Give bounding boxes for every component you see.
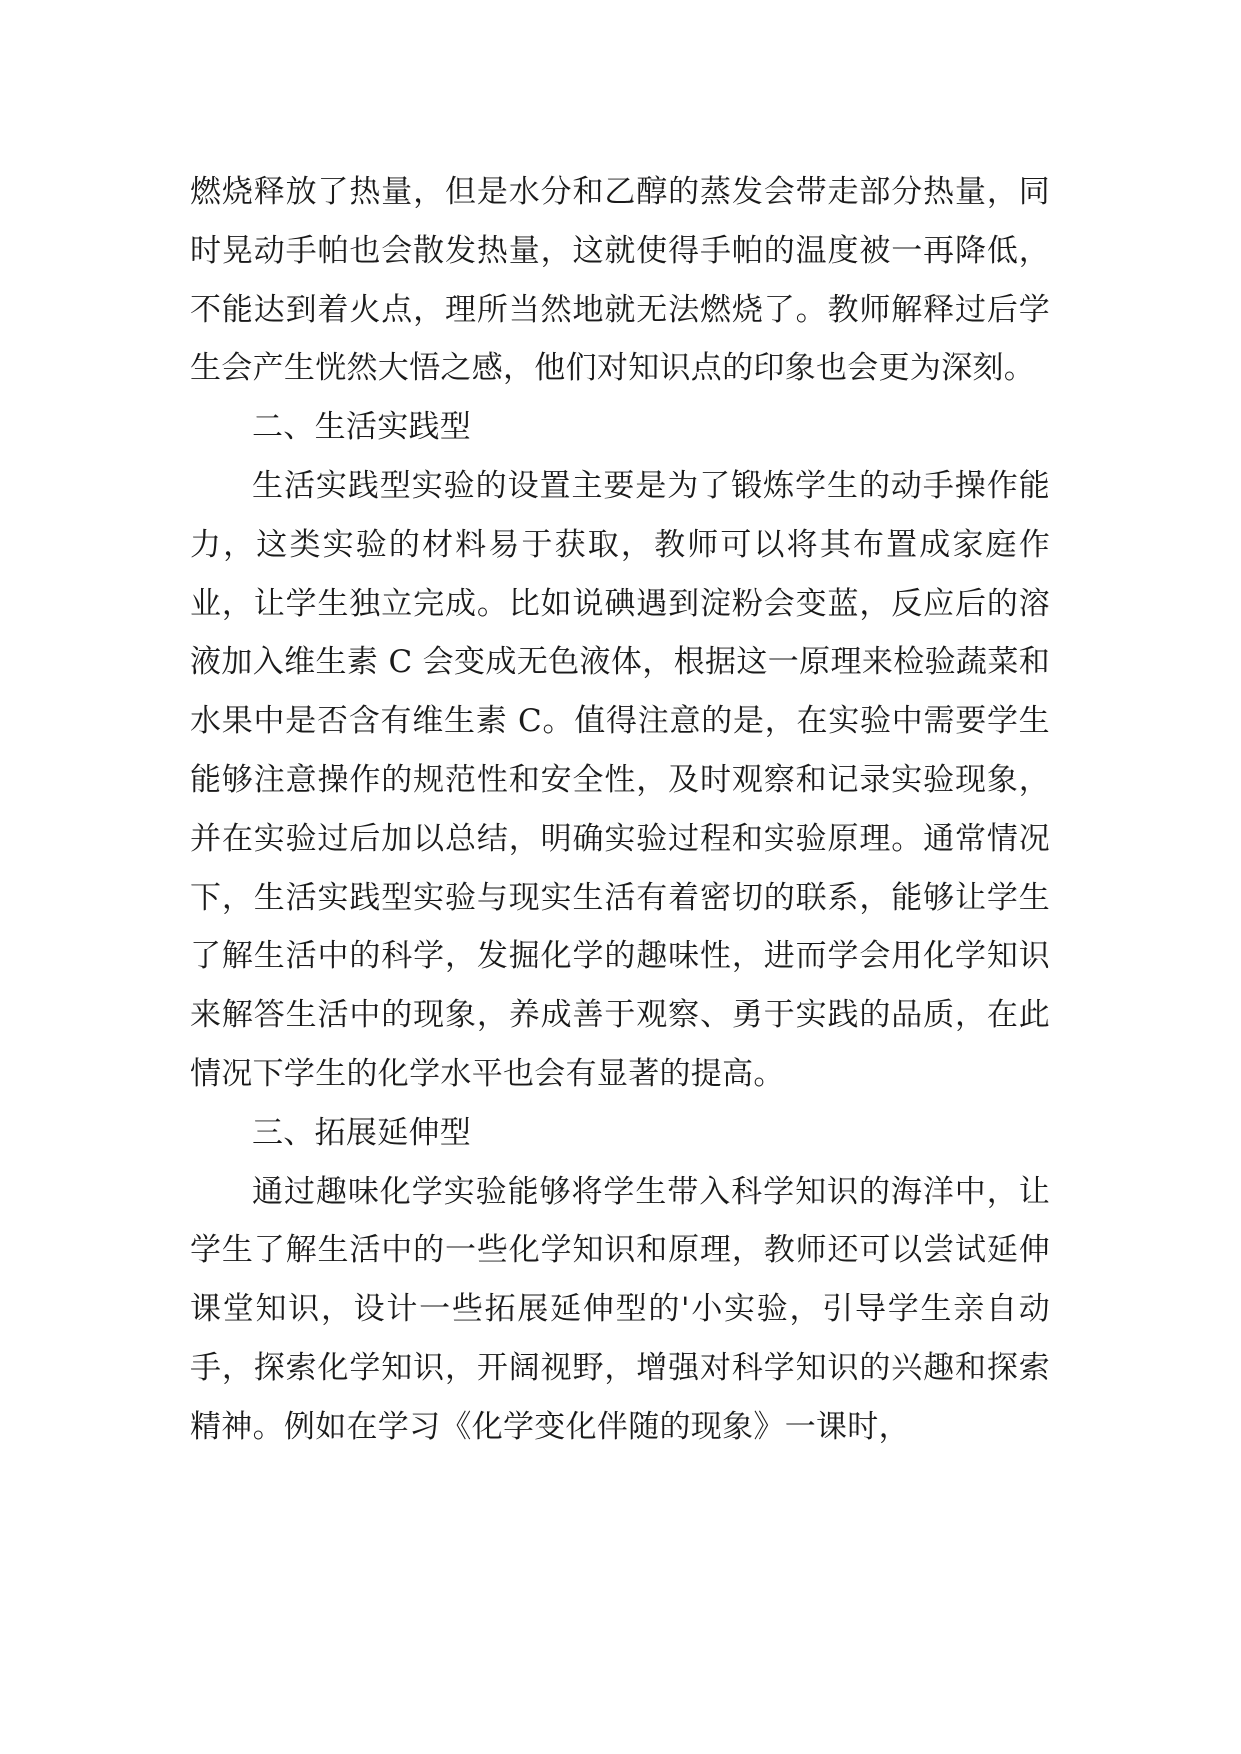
- paragraph-extension: 通过趣味化学实验能够将学生带入科学知识的海洋中，让学生了解生活中的一些化学知识和原理，教师还可以尝试延伸课堂知识，设计一些拓展延伸型的'小实验，引导学生亲自动手，探索化学知识，开阔视野，增强对科学知识的兴趣和探索精神。例如在学习《化学变化伴随的现象》一课时，: [190, 1173, 1050, 1445]
- section-heading-extension: 三、拓展延伸型: [252, 1114, 472, 1151]
- section-heading-life-practice: 二、生活实践型: [252, 409, 472, 446]
- document-body: [190, 163, 1050, 1457]
- paragraph-continuation: 燃烧释放了热量，但是水分和乙醇的蒸发会带走部分热量，同时晃动手帕也会散发热量，这就使得手帕的温度被一再降低，不能达到着火点，理所当然地就无法燃烧了。教师解释过后学生会产生恍然大悟之感，他们对知识点的印象也会更为深刻。: [190, 174, 1050, 387]
- paragraph-life-practice: 生活实践型实验的设置主要是为了锻炼学生的动手操作能力，这类实验的材料易于获取，教师可以将其布置成家庭作业，让学生独立完成。比如说碘遇到淀粉会变蓝，反应后的溶液加入维生素 C 会变成无色液体，根据这一原理来检验蔬菜和水果中是否含有维生素 C。值得注意的是，在实验中需要学生能够注意操作的规范性和安全性，及时观察和记录实验现象，并在实验过后加以总结，明确实验过程和实验原理。通常情况下，生活实践型实验与现实生活有着密切的联系，能够让学生了解生活中的科学，发掘化学的趣味性，进而学会用化学知识来解答生活中的现象，养成善于观察、勇于实践的品质，在此情况下学生的化学水平也会有显著的提高。: [190, 467, 1050, 1092]
